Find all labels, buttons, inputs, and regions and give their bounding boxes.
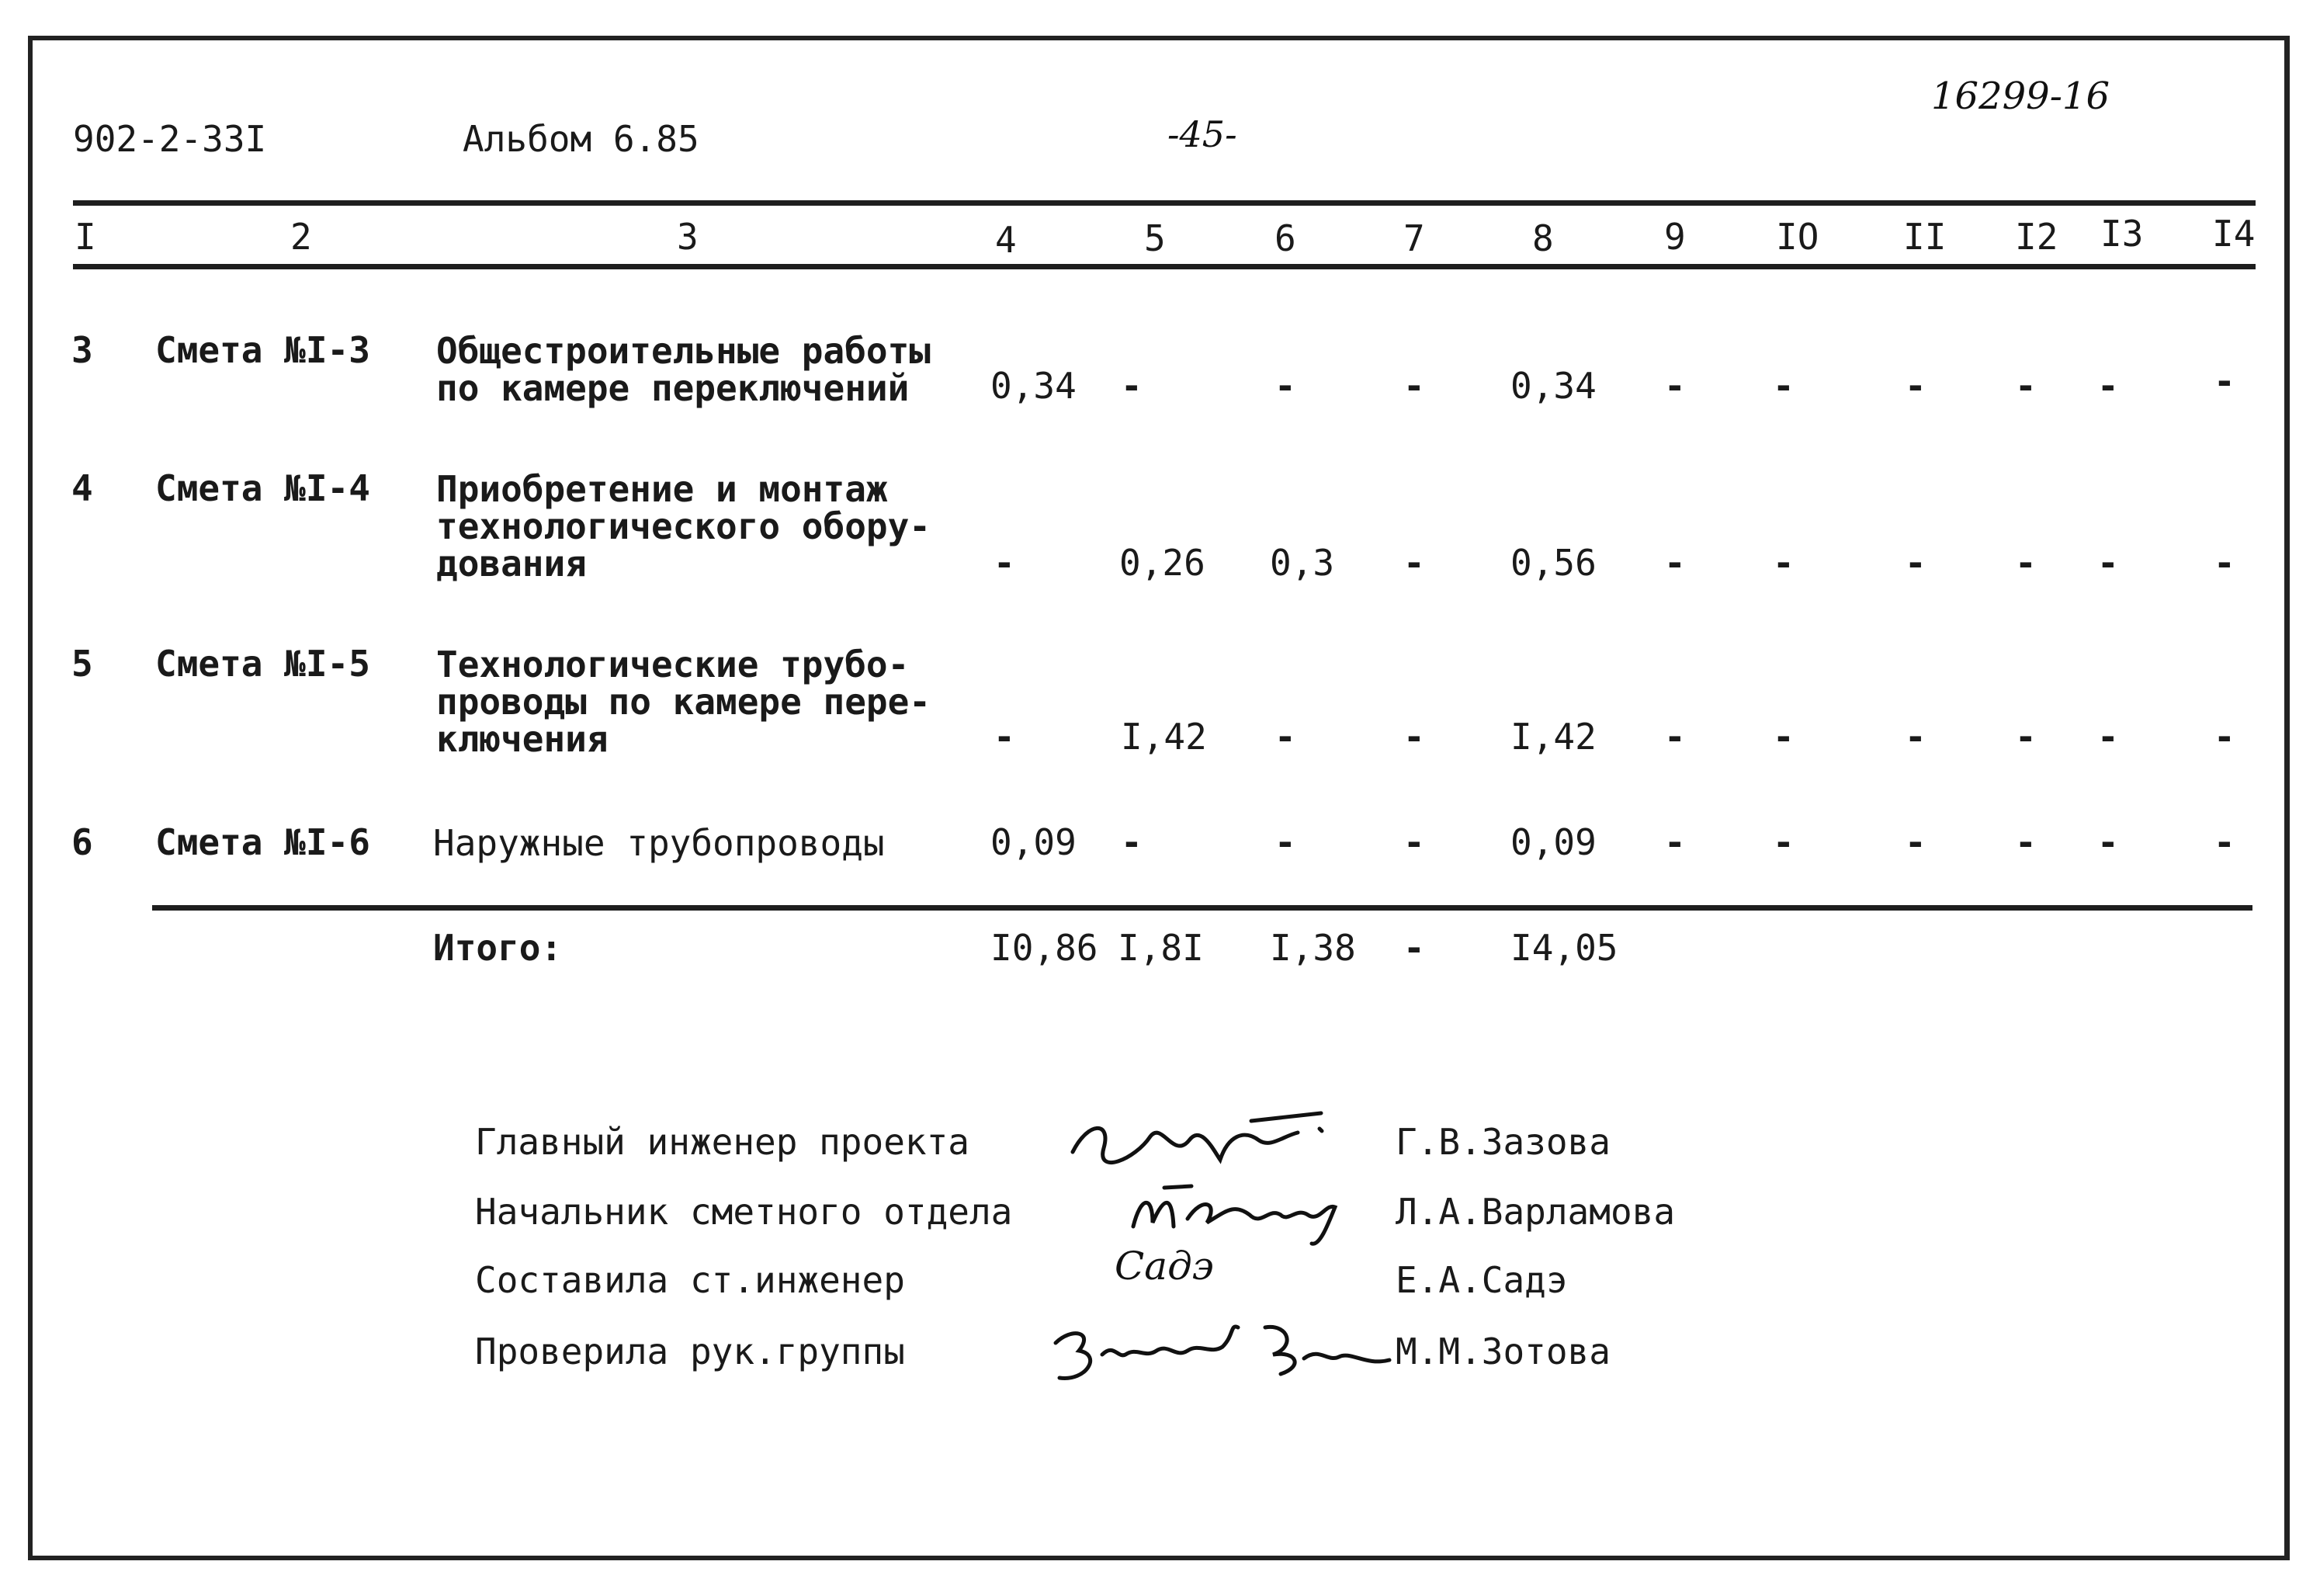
total-col7: - (1403, 927, 1425, 969)
cell-col11: - (1905, 542, 1926, 584)
cell-col6: - (1274, 821, 1296, 863)
cell-col5: I,42 (1121, 716, 1207, 758)
cell-col8: 0,56 (1510, 542, 1597, 584)
cell-col8: 0,09 (1510, 821, 1597, 863)
cell-col7: - (1403, 716, 1425, 758)
cell-col7: - (1403, 821, 1425, 863)
album-label: Альбом 6.85 (463, 118, 699, 160)
signature-scribble (1118, 1172, 1366, 1250)
row-description (436, 646, 931, 758)
row-number: 4 (71, 467, 93, 509)
colnum-13: I3 (2100, 213, 2144, 255)
colnum-8: 8 (1532, 217, 1554, 259)
colnum-9: 9 (1664, 216, 1686, 258)
cell-col9: - (1664, 365, 1686, 407)
cell-col5: - (1121, 821, 1143, 863)
description-line: технологического обору- (436, 505, 931, 547)
cell-col14: - (2214, 821, 2235, 863)
description-line: проводы по камере пере- (436, 681, 931, 723)
cell-col9: - (1664, 716, 1686, 758)
archive-number: 16299-16 (1931, 75, 2110, 118)
row-description (436, 332, 931, 407)
cell-col13: - (2097, 365, 2119, 407)
description-line: Общестроительные работы (436, 330, 931, 372)
header-top-rule (73, 200, 2256, 206)
colnum-6: 6 (1274, 217, 1296, 259)
cell-col4: 0,09 (990, 821, 1077, 863)
cell-col13: - (2097, 821, 2119, 863)
row-number: 5 (71, 643, 93, 685)
signature-role: Составила ст.инженер (475, 1259, 905, 1301)
cell-col8: I,42 (1510, 716, 1597, 758)
doc-code: 902-2-33I (73, 118, 267, 160)
description-line: дования (436, 543, 587, 585)
colnum-11: II (1903, 216, 1947, 258)
cell-col9: - (1664, 821, 1686, 863)
colnum-1: I (75, 216, 96, 258)
cell-col12: - (2015, 365, 2037, 407)
row-estimate: Смета №I-4 (155, 467, 370, 509)
colnum-7: 7 (1403, 217, 1425, 259)
description-line: Приобретение и монтаж (436, 468, 888, 510)
description-line: по камере переключений (436, 367, 910, 409)
colnum-10: IO (1776, 216, 1819, 258)
cell-col5: - (1121, 365, 1143, 407)
row-number: 3 (71, 329, 93, 371)
signature-role: Начальник сметного отдела (475, 1191, 1013, 1233)
cell-col4: - (994, 716, 1015, 758)
row-description (436, 468, 931, 585)
total-col6: I,38 (1270, 927, 1356, 969)
cell-col11: - (1905, 365, 1926, 407)
signature-scribble (1040, 1312, 1397, 1390)
colnum-12: I2 (2015, 216, 2058, 258)
description-line: Технологические трубо- (436, 644, 910, 685)
cell-col11: - (1905, 716, 1926, 758)
signature-handwritten: Садэ (1115, 1244, 1214, 1289)
cell-col4: 0,34 (990, 365, 1077, 407)
cell-col8: 0,34 (1510, 365, 1597, 407)
cell-col12: - (2015, 716, 2037, 758)
signature-scribble (1065, 1105, 1329, 1175)
cell-col12: - (2015, 821, 2037, 863)
total-col5: I,8I (1118, 927, 1204, 969)
cell-col10: - (1773, 716, 1795, 758)
row-description (433, 824, 885, 862)
description-line: Наружные трубопроводы (433, 822, 885, 864)
row-estimate: Смета №I-3 (155, 329, 370, 371)
signature-name: М.М.Зотова (1396, 1331, 1611, 1372)
cell-col6: - (1274, 716, 1296, 758)
row-number: 6 (71, 821, 93, 863)
header-bottom-rule (73, 264, 2256, 269)
row-estimate: Смета №I-6 (155, 821, 370, 863)
description-line: ключения (436, 718, 609, 760)
colnum-5: 5 (1144, 217, 1166, 259)
signature-role: Главный инженер проекта (475, 1121, 969, 1163)
colnum-3: 3 (677, 216, 699, 258)
row-estimate: Смета №I-5 (155, 643, 370, 685)
colnum-14: I4 (2212, 213, 2256, 255)
cell-col6: 0,3 (1270, 542, 1335, 584)
cell-col7: - (1403, 542, 1425, 584)
cell-col10: - (1773, 542, 1795, 584)
cell-col11: - (1905, 821, 1926, 863)
total-col4: I0,86 (990, 927, 1098, 969)
cell-col6: - (1274, 365, 1296, 407)
signature-name: Г.В.Зазова (1396, 1121, 1611, 1163)
cell-col14: - (2214, 360, 2235, 402)
signature-role: Проверила рук.группы (475, 1331, 905, 1372)
total-label: Итого: (433, 927, 563, 969)
cell-col10: - (1773, 365, 1795, 407)
cell-col12: - (2015, 542, 2037, 584)
total-col8: I4,05 (1510, 927, 1618, 969)
cell-col13: - (2097, 542, 2119, 584)
cell-col9: - (1664, 542, 1686, 584)
cell-col5: 0,26 (1119, 542, 1205, 584)
signature-name: Л.А.Варламова (1396, 1191, 1676, 1233)
cell-col14: - (2214, 716, 2235, 758)
cell-col7: - (1403, 365, 1425, 407)
signature-name: Е.А.Садэ (1396, 1259, 1568, 1301)
cell-col4: - (994, 542, 1015, 584)
totals-rule (152, 905, 2252, 911)
page-number: -45- (1167, 113, 1237, 155)
colnum-4: 4 (995, 219, 1017, 261)
cell-col10: - (1773, 821, 1795, 863)
cell-col13: - (2097, 716, 2119, 758)
cell-col14: - (2214, 542, 2235, 584)
colnum-2: 2 (290, 216, 312, 258)
